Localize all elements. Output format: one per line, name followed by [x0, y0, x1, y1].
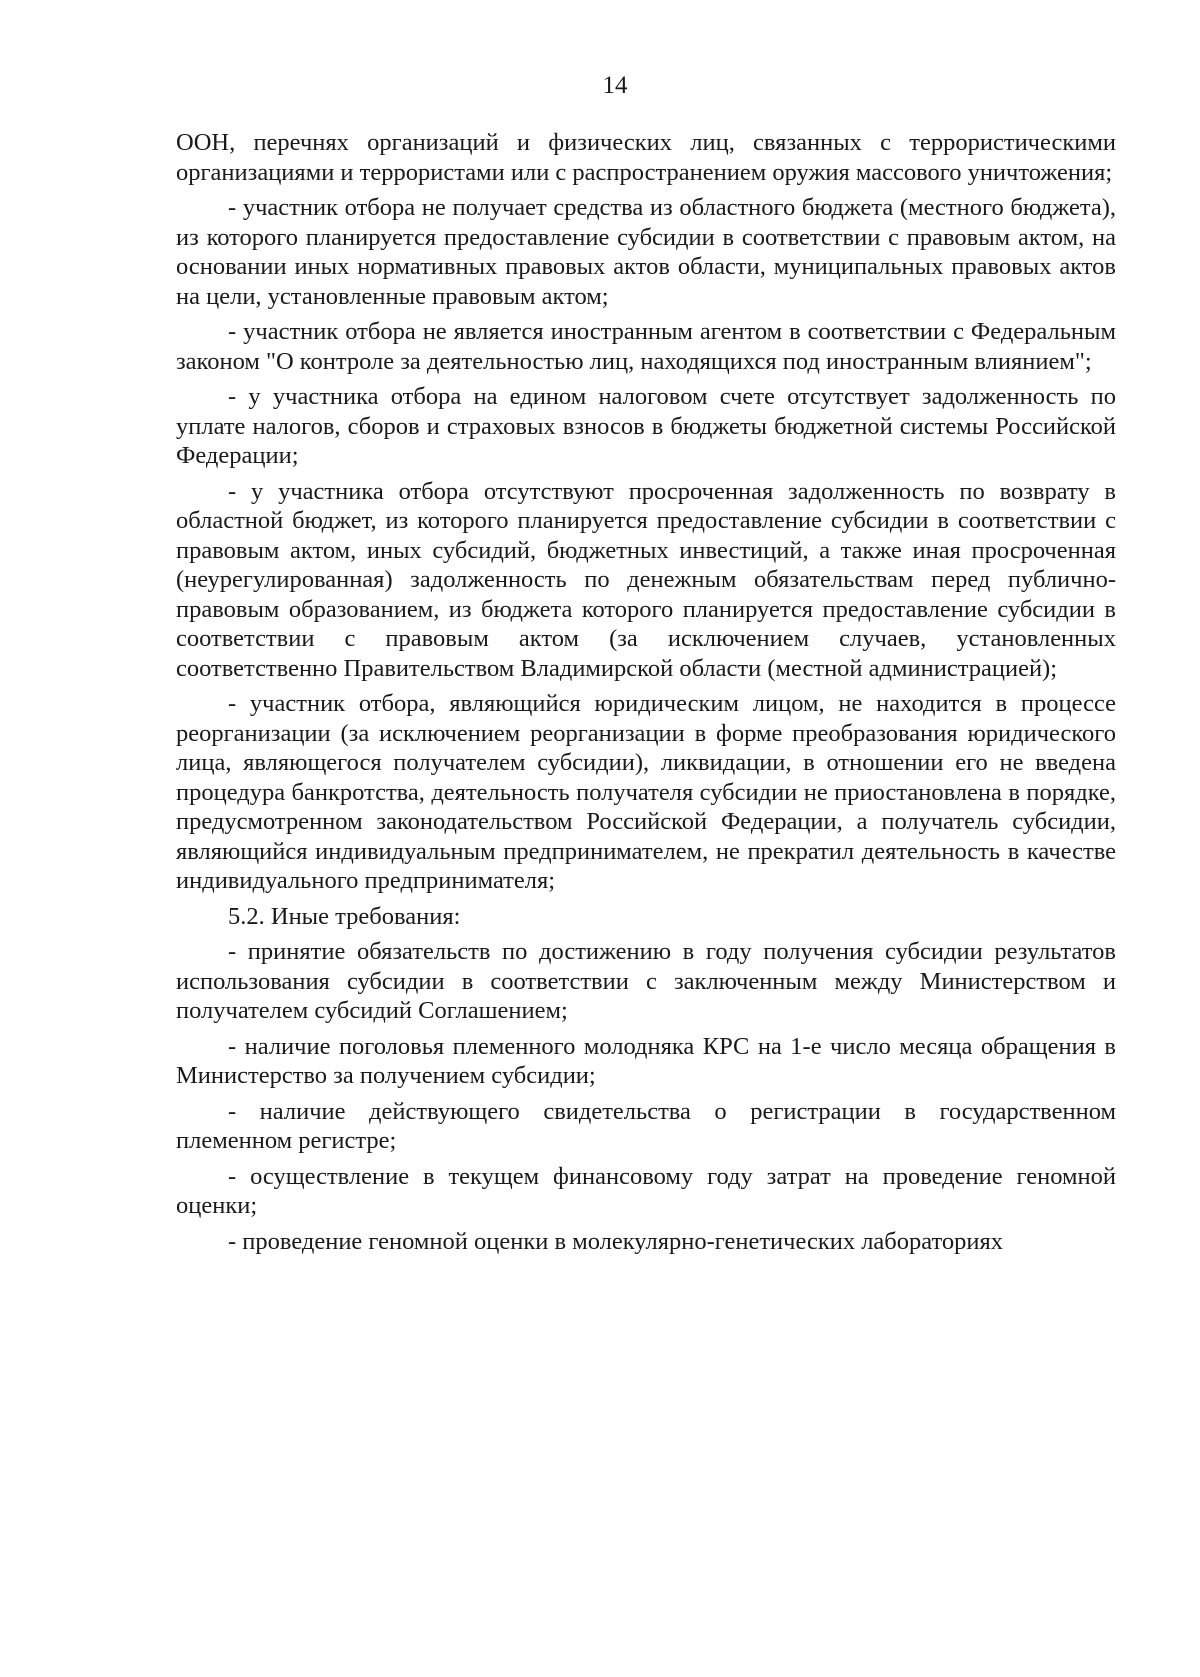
paragraph: - наличие действующего свидетельства о регистрации в государственном племенном регистре; — [176, 1097, 1116, 1154]
paragraph: - у участника отбора на едином налоговом счете отсутствует задолженность по уплате налогов, сборов и страховых взносов в бюджеты бюджетной системы Российской Федерации; — [176, 383, 1116, 469]
document-body — [176, 128, 1116, 1262]
paragraph: - осуществление в текущем финансовому году затрат на проведение геномной оценки; — [176, 1162, 1116, 1219]
paragraph: - участник отбора не является иностранным агентом в соответствии с Федеральным законом "О контроле за деятельностью лиц, находящихся под иностранным влиянием"; — [176, 318, 1116, 375]
page-number: 14 — [602, 72, 628, 99]
paragraph: - участник отбора, являющийся юридическим лицом, не находится в процессе реорганизации (за исключением реорганизации в форме преобразования юридического лица, являющегося получателем субсидии), ликвидации, в отношении его не введена процедура банкротства, деятельность получателя субсидии не приостановлена в порядке, предусмотренном законодательством Российской Федерации, а получатель субсидии, являющийся индивидуальным предпринимателем, не прекратил деятельность в качестве индивидуального предпринимателя; — [176, 690, 1116, 894]
section-heading: 5.2. Иные требования: — [228, 902, 461, 930]
paragraph: - проведение геномной оценки в молекулярно-генетических лабораториях — [228, 1227, 1004, 1255]
paragraph: - у участника отбора отсутствуют просроченная задолженность по возврату в областной бюджет, из которого планируется предоставление субсидии в соответствии с правовым актом, иных субсидий, бюджетных инвестиций, а также иная просроченная (неурегулированная) задолженность по денежным обязательствам перед публично-правовым образованием, из бюджета которого планируется предоставление субсидии в соответствии с правовым актом (за исключением случаев, установленных соответственно Правительством Владимирской области (местной администрацией); — [176, 477, 1116, 682]
paragraph: - наличие поголовья племенного молодняка КРС на 1-е число месяца обращения в Министерство за получением субсидии; — [176, 1032, 1116, 1089]
paragraph: - участник отбора не получает средства из областного бюджета (местного бюджета), из которого планируется предоставление субсидии в соответствии с правовым актом, на основании иных нормативных правовых актов области, муниципальных правовых актов на цели, установленные правовым актом; — [176, 194, 1116, 310]
paragraph: - принятие обязательств по достижению в году получения субсидии результатов использования субсидии в соответствии с заключенным между Министерством и получателем субсидий Соглашением; — [176, 938, 1116, 1024]
paragraph: ООН, перечнях организаций и физических лиц, связанных с террористическими организациями и террористами или с распространением оружия массового уничтожения; — [176, 129, 1116, 186]
